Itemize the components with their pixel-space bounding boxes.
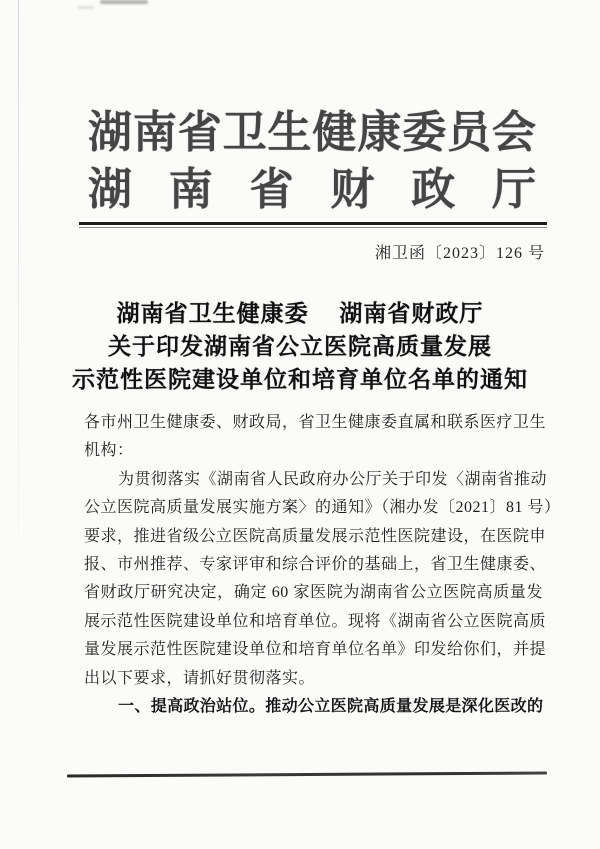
letterhead-line-2: 湖南省财政厅	[88, 165, 536, 214]
body-line: 省财政厅研究决定，确定 60 家医院为湖南省公立医院高质量发	[84, 584, 543, 602]
letterhead-line-1: 湖南省卫生健康委员会	[88, 108, 536, 157]
scan-smudge	[78, 6, 94, 9]
body-line-salutation-cont: 机构：	[84, 442, 134, 460]
title-line-1: 湖南省卫生健康委 湖南省财政厅	[116, 301, 484, 326]
body-line-salutation: 各市州卫生健康委、财政局，省卫生健康委直属和联系医疗卫生	[84, 414, 547, 431]
body-line: 量发展示范性医院建设单位和培育单位名单》印发给你们，并提	[84, 641, 547, 659]
document-number: 湘卫函〔2023〕126 号	[374, 245, 545, 262]
title-line-2: 关于印发湖南省公立医院高质量发展	[108, 334, 492, 359]
document-body	[84, 409, 561, 721]
body-line-section-heading: 一、提高政治站位。推动公立医院高质量发展是深化医改的	[118, 698, 543, 716]
body-line: 为贯彻落实《湖南省人民政府办公厅关于印发〈湖南省推动	[118, 470, 548, 488]
letterhead	[88, 104, 536, 218]
body-line: 报、市州推荐、专家评审和综合评价的基础上，省卫生健康委、	[84, 556, 547, 574]
document-title	[0, 297, 600, 396]
letterhead-separator-rule	[79, 222, 547, 228]
body-line: 要求，推进省级公立医院高质量发展示范性医院建设，在医院申	[84, 527, 547, 545]
body-line: 出以下要求，请抓好贯彻落实。	[84, 669, 316, 687]
body-line: 公立医院高质量发展实施方案〉的通知》（湘办发〔2021〕81 号）	[84, 499, 561, 517]
scan-smudge	[100, 0, 148, 4]
title-line-3: 示范性医院建设单位和培育单位名单的通知	[72, 367, 528, 392]
body-line: 展示范性医院建设单位和培育单位。现将《湖南省公立医院高质	[84, 612, 547, 630]
bottom-separator-rule	[67, 772, 547, 778]
